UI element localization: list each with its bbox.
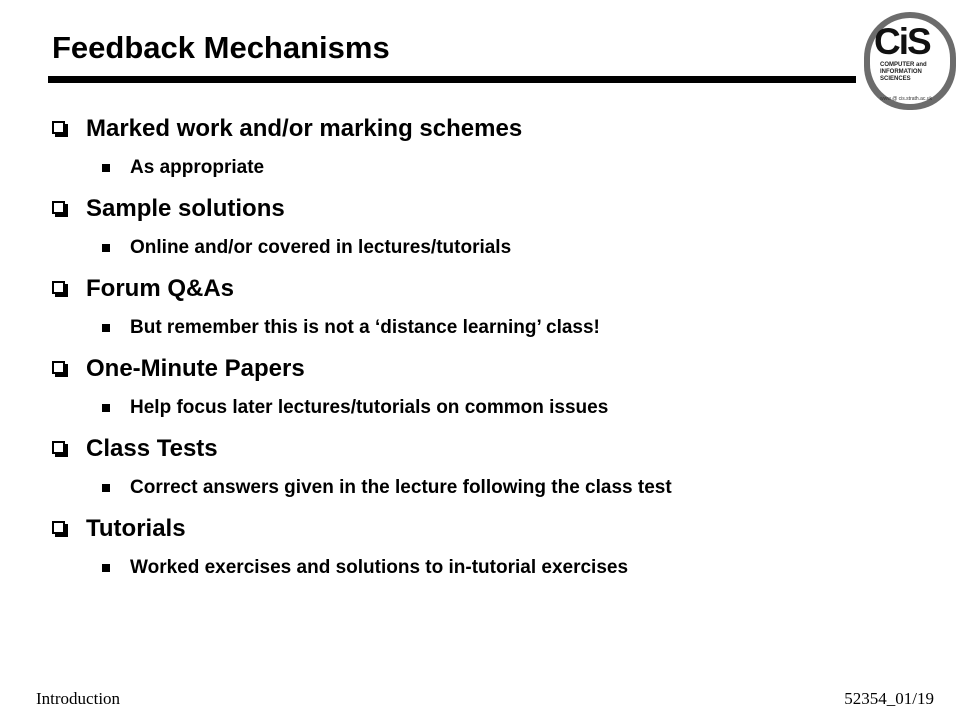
sub-list-item	[102, 468, 932, 508]
sub-list-item-label: But remember this is not a ‘distance learning’ class!	[130, 317, 600, 338]
hollow-square-bullet-icon	[52, 281, 68, 297]
list-item	[52, 428, 932, 470]
list-item	[52, 108, 932, 150]
logo-line-2: INFORMATION	[880, 69, 922, 75]
list-item-label: Marked work and/or marking schemes	[86, 115, 523, 142]
sub-list-item	[102, 308, 932, 348]
sub-list-item	[102, 548, 932, 588]
filled-square-bullet-icon	[102, 564, 110, 572]
sub-list-item-label: Online and/or covered in lectures/tutorials	[130, 237, 512, 258]
footer-section-name: Introduction	[36, 689, 121, 708]
list-item-label: One-Minute Papers	[86, 355, 305, 382]
title-underline	[48, 76, 856, 83]
sub-list-item-label: Worked exercises and solutions to in-tutorial exercises	[130, 557, 629, 578]
sub-list-item-label: Help focus later lectures/tutorials on common issues	[130, 397, 609, 418]
sub-list-item	[102, 228, 932, 268]
list-item	[52, 348, 932, 390]
list-item	[52, 268, 932, 310]
list-item	[52, 188, 932, 230]
hollow-square-bullet-icon	[52, 441, 68, 457]
filled-square-bullet-icon	[102, 324, 110, 332]
logo-line-3: SCIENCES	[880, 76, 911, 82]
slide-title: Feedback Mechanisms	[52, 30, 390, 65]
sub-list-item-label: Correct answers given in the lecture following the class test	[130, 477, 672, 498]
filled-square-bullet-icon	[102, 164, 110, 172]
hollow-square-bullet-icon	[52, 521, 68, 537]
list-item-label: Tutorials	[86, 515, 186, 542]
hollow-square-bullet-icon	[52, 121, 68, 137]
cis-logo	[864, 12, 956, 110]
bullet-list	[52, 108, 932, 588]
hollow-square-bullet-icon	[52, 201, 68, 217]
hollow-square-bullet-icon	[52, 361, 68, 377]
sub-list-item-label: As appropriate	[130, 157, 265, 178]
filled-square-bullet-icon	[102, 484, 110, 492]
sub-list-item	[102, 388, 932, 428]
footer-slide-number: 52354_01/19	[844, 689, 934, 708]
sub-list-item	[102, 148, 932, 188]
list-item-label: Sample solutions	[86, 195, 285, 222]
logo-url: www @ cis.strath.ac.uk	[880, 96, 933, 102]
logo-line-1: COMPUTER and	[880, 62, 927, 68]
filled-square-bullet-icon	[102, 244, 110, 252]
list-item-label: Forum Q&As	[86, 275, 235, 302]
filled-square-bullet-icon	[102, 404, 110, 412]
list-item	[52, 508, 932, 550]
list-item-label: Class Tests	[86, 435, 218, 462]
logo-mark: CiS	[874, 21, 930, 62]
